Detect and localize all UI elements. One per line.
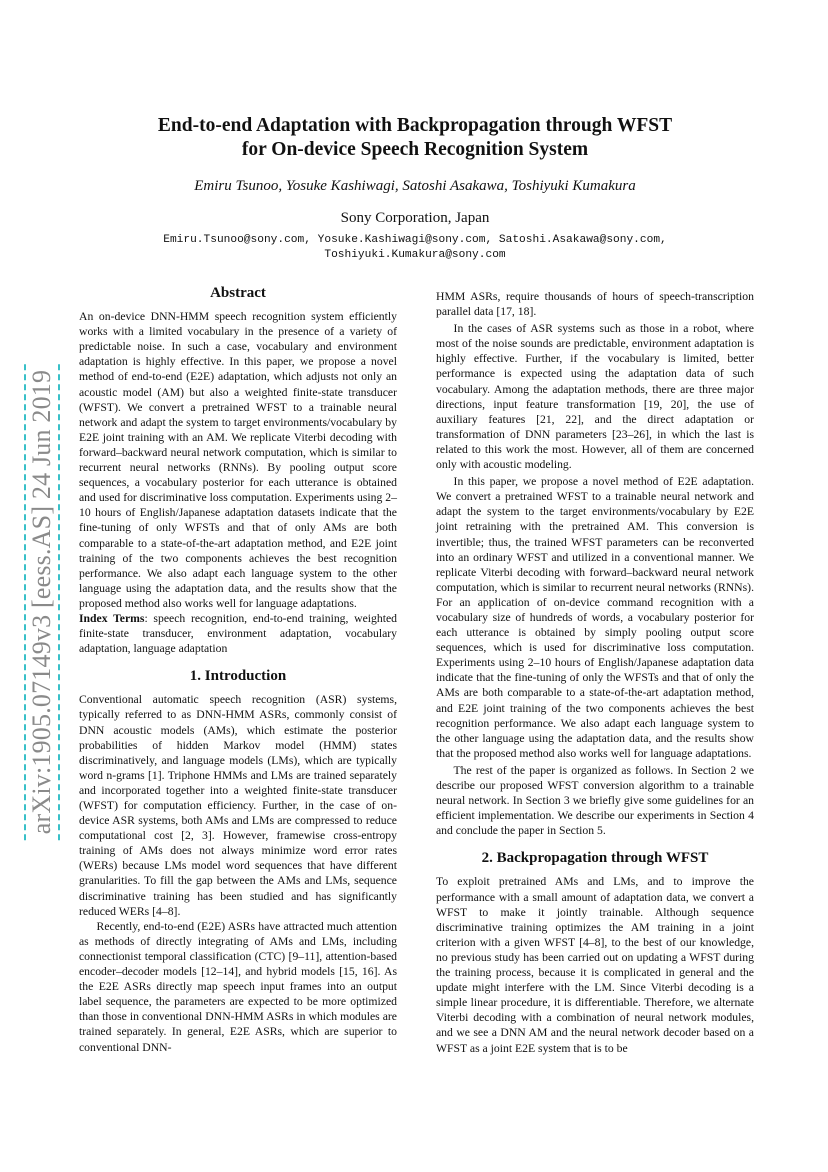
right-paragraph-3: The rest of the paper is organized as follows. In Section 2 we describe our proposed WFST conversion algorithm to a trainable neural network. In Section 3 we briefly give some guidelines for an efficient implementation. We describe our experiments in Section 4 and conclude the paper in Section 5.	[436, 763, 754, 838]
emails	[80, 233, 750, 263]
title-line-1: End-to-end Adaptation with Backpropagation through WFST	[157, 115, 673, 136]
right-paragraph-2: In this paper, we propose a novel method of E2E adaptation. We convert a pretrained WFST to a trainable neural network and adapt the system to the target environments/vocabulary by E2E joint retraining with the pretrained AM. This conversion is invertible; thus, the trained WFST parameters can be reconverted into an ordinary WFST and utilized in a conventional manner. We replicate Viterbi decoding with forward–backward neural network computation, which is similar to recurrent neural networks (RNNs). For an application of on-device command recognition with a vocabulary size of hundreds of words, a vocabulary posterior for each utterance is obtained by simply pooling output score sequences, which is used for discriminative loss computation. Experiments using 2–10 hours of English/Japanese adaptation data indicate that the fine-tuning of only the WFSTs and that of only the AMs are both comparable to a state-of-the-art adaptation method, and E2E joint training of the two components achieves the best recognition performance. We also adapt each language system to the other language using the adaptation data, and the results show that the proposed method also works well for language adaptations.	[436, 475, 754, 760]
right-column	[436, 289, 754, 1056]
arxiv-id: arXiv:1905.07149v3 [eess.AS] 24 Jun 2019	[24, 364, 60, 840]
index-terms-text: : speech recognition, end-to-end training, weighted finite-state transducer, environment adaptation, vocabulary adaptation, language adaptation	[79, 611, 397, 656]
intro-paragraph-1: Conventional automatic speech recognition (ASR) systems, typically referred to as DNN-HMM ASRs, commonly consist of DNN acoustic models (AMs), which estimate the posterior probabilities of hidden Markov model (HMM) states discriminatively, and language models (LMs), which are typically word n-grams [1]. Triphone HMMs and LMs are trained separately and incorporated together into a weighted finite-state transducer (WFST) for computation efficiency. Further, in the case of on-device ASR systems, both AMs and LMs are compressed to reduce computational cost [2, 3]. However, framewise cross-entropy training of AMs does not always minimize word error rates (WERs) because LMs model word sequences that have different granularities. To fill the gap between the AMs and LMs, sequence discriminative training has been studied and has significantly reduced WERs [4–8].	[79, 693, 397, 918]
paper-title	[80, 114, 750, 162]
authors: Emiru Tsunoo, Yosuke Kashiwagi, Satoshi Asakawa, Toshiyuki Kumakura	[194, 178, 636, 194]
affiliation: Sony Corporation, Japan	[340, 210, 490, 226]
emails-line-2: Toshiyuki.Kumakura@sony.com	[324, 249, 506, 261]
right-paragraph-1: In the cases of ASR systems such as those in a robot, where most of the noise sounds are predictable, environment adaptation is highly effective. Further, if the vocabulary is limited, better performance is expected using the adaptation data of such vocabulary. Among the adaptation methods, there are three major directions, input feature transformation [19, 20], the use of auxiliary features [21, 22], and the direct adaptation or transformation of DNN parameters [23–26], in which the last is related to this work the most. However, all of them are concerned only with acoustic modeling.	[436, 322, 754, 472]
backprop-paragraph-1: To exploit pretrained AMs and LMs, and to improve the performance with a small amount of adaptation data, we convert a WFST to make it jointly trainable. Although sequence discriminative training optimizes the AM training in a joint criterion with a given WFST [4–8], to the best of our knowledge, no previous study has been carried out on updating a WFST during the training process, because it is complicated in general and the update might interfere with the LM. Since Viterbi decoding is a simple linear procedure, it is differentiable. Therefore, we alternate Viterbi decoding with a combination of neural network modules, and we see a DNN AM and the neural network decoder based on a WFST as a joint E2E system that is to be	[436, 875, 754, 1055]
left-column	[79, 286, 397, 1055]
index-terms-label: Index Terms	[79, 611, 145, 625]
emails-line-1: Emiru.Tsunoo@sony.com, Yosuke.Kashiwagi@sony.com, Satoshi.Asakawa@sony.com,	[163, 234, 667, 246]
intro-paragraph-2: Recently, end-to-end (E2E) ASRs have attracted much attention as methods of directly integrating of AMs and LMs, including connectionist temporal classification (CTC) [9–11], attention-based encoder–decoder models [12–14], and hybrid models [15, 16]. As the E2E ASRs directly map speech input frames into an output label sequence, the parameters are expected to be more optimized than those in conventional DNN-HMM ASRs in which modules are trained separately. In general, E2E ASRs, which are superior to conventional DNN-	[79, 919, 397, 1054]
title-line-2: for On-device Speech Recognition System	[241, 139, 589, 160]
intro-heading: 1. Introduction	[189, 668, 287, 685]
index-terms	[79, 611, 397, 656]
backprop-heading: 2. Backpropagation through WFST	[481, 850, 709, 867]
abstract-text: An on-device DNN-HMM speech recognition system efficiently works with a limited vocabulary in the presence of a variety of predictable noise. In such a case, vocabulary and environment adaptation is highly effective. In this paper, we propose a novel method of end-to-end (E2E) adaptation, which adjusts not only an acoustic model (AM) but also a weighted finite-state transducer (WFST). We convert a pretrained WFST to a trainable neural network and adapt the system to target environments/vocabulary by E2E joint training with an AM. We replicate Viterbi decoding with forward–backward neural network computation, which is similar to recurrent neural networks (RNNs). By pooling output score sequences, a vocabulary posterior for each utterance is obtained and used for discriminative loss computation. Experiments using 2–10 hours of English/Japanese adaptation datasets indicate that the fine-tuning of only WFSTs and that of only AMs are both comparable to a state-of-the-art adaptation method, and E2E joint training of the two components achieves the best recognition performance. We also adapt each language system to the other language using the adaptation data, and the results show that the proposed method also works well for language adaptations.	[79, 310, 397, 610]
abstract-heading: Abstract	[210, 285, 266, 301]
right-paragraph-0: HMM ASRs, require thousands of hours of speech-transcription parallel data [17, 18].	[436, 290, 754, 319]
arxiv-watermark	[22, 322, 62, 882]
